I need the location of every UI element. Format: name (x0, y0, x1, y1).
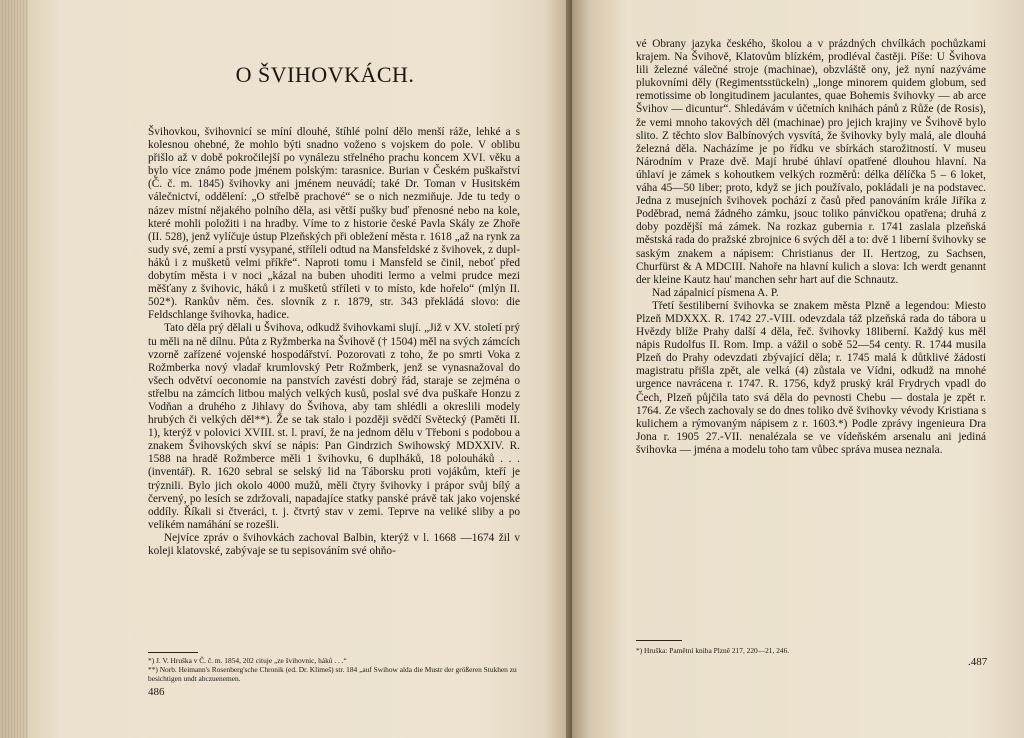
paragraph: vé Obrany jazyka českého, školou a v prázdných chvílkách pochůzkami krajem. Na Švihově, Klatovům blízkém, prodléval častěji. Píše: U Švihova lili železné válečné stroje (machinae), obzvláště ony, jež nyní nazýváme plukovními děly (Regimentsstückeln) „longe minorem quidem globum, sed remotissime ob longitudinem jaculantes, quae Bohemis švihovky — ab arce Švihov — dicuntur“. Shledávám v účetních knihách pánů z Růže (de Rosis), že vemi mnoho takových děl (machinae) pro jejich krajiny ve Švihově bylo slito. Z těchto slov Balbínových vysvítá, že švihovky byly malá, ale dlouhá železná děla. Nacházíme je po řídku ve sbírkách starožitností. V museu Národním v Praze dvě. Mají hrubé úhlaví opatřené dlouhou hlavní. Na úhlaví je zámek s kohoutkem velkých rozměrů: délka dělíčka 5 – 6 loket, váha 45—50 liber; proto, když se jich používalo, pokládali je na podstavec. Jedna z musejních švihovek pochází z časů před panováním krále Jiříka z Poděbrad, nemá žádného zámku, jsouc toliko pánvičkou opatřena; druhá z doby pozdější má zámek. Na rozkaz gubernia r. 1741 zaslala plzeňská městská rada do pražské zbrojnice 6 svých děl a to: dvě 1 liberní švihovky se saským znakem a nápisem: Christianus der II. Hertzog, zu Sachsen, Churfürst & A MDCIII. Nahoře na hlavní kulich a slova: Ich werdt genannt der kleine Kautz hau' manchen sehr hart auf die Schnautz. (636, 38, 986, 286)
page-title: O ŠVIHOVKÁCH. (235, 62, 415, 87)
page-number: .487 (968, 656, 988, 668)
paragraph: Tato děla prý dělali u Švihova, odkudž švihovkami slují. „Již v XV. století prý tu měli na ně dílnu. Půta z Ryžmberka na Švihově († 1504) měl na svých zámcích vzorně zařízené vojenské hospodářství. Pozorovati z toho, že po smrti Voka z Rožmberka nový vladař krumlovský Petr Rožmberk, jenž se vynasnažoval do všech odvětví oeconomie na panstvích zavésti dobrý řád, staraje se zejména o střelbu na zámcích litbou malých velkých kusů, poslal své dva puškaře Honzu z Vodňan a druhého z Jihlavy do Švihova, aby tam shlédli a okreslili modely hrubých či velkých děl**). Že se tak stalo i později svědčí Světecký (Paměti II. 1), kterýž v polovici XVIII. st. l. praví, že na jednom dělu v Třeboni s podobou a znakem Švihovských skví se nápis: Pan Gindrzich Swihowský MDXXIV. R. 1588 na hradě Rožmberce měli 1 švihovku, 6 duplháků, 18 polouháků . . . (inventář). R. 1620 sebral se selský lid na Táborsku proti vojákům, kteří je trýznili. Bylo jich okolo 4000 mužů, měli čtyry švihovky i prápor svůj bílý a červený, po lesích se zdržovali, napadajíce statky panské právě tak jako vojenské oddíly. Říkali si čtveráci, t. j. čtvrtý stav v zemi. Teprve na veliké sliby a po velikém namáhání se rozešli. (148, 322, 520, 531)
footnote: *) J. V. Hruška v Č. č. m. 1854, 202 cituje „ze švihovnic, háků . . .“ (148, 656, 347, 665)
paragraph: Třetí šestiliberní švihovka se znakem města Plzně a legendou: Miesto Plzeň MDXXX. R. 1742 27.-VIII. odevzdala táž plzeňská rada do tábora u Hvězdy blíže Prahy další 4 děla, řeč. švihovky 18liberní. Každý kus měl nápis Rudolfus II. Rom. Imp. a vážil o sobě 52—54 centy. R. 1744 musila Plzeň do Prahy odevzdati zbývající děla; r. 1745 malá k důtklivé žádosti magistratu přišla zpět, ale velká (4) zůstala ve Vídni, odkudž na mnohé urgence navrácena r. 1747. R. 1756, když pruský král Frydrych vpadl do Čech, Plzeň půjčila tato svá děla do pevnosti Chebu — dostala je zpět r. 1764. Ze všech zachovaly se do dnes toliko dvě švihovky vévody Kristiana s kulichem a rýmovaným nápisem z r. 1603.*) Podle zprávy ingenieura Dra Jona r. 1905 27.-VII. nenalézala se ve vídeňském arsenalu ani jediná švihovka — jména a modelu toho tam vůbec správa musea neznala. (636, 299, 986, 456)
footnote: *) Hruška: Pamětní kniha Plzně 217, 220—21, 246. (636, 646, 790, 655)
paragraph: Nejvíce zpráv o švihovkách zachoval Balbin, kterýž v l. 1668 —1674 žil v koleji klatovské, zabývaje se tu sepisováním své ohňo- (148, 531, 520, 557)
footnotes (148, 656, 522, 683)
footnote-rule (636, 640, 682, 641)
paragraph: Nad zápalnicí písmena A. P. (652, 286, 779, 299)
footnote: **) Norb. Heimann's Rosenberg'sche Chronik (ed. Dr. Klimeš) str. 184 „auf Swihow alda die Mustr der größeren Stukhen zu besichtigen undt abczuenemen. (148, 665, 517, 683)
right-text-column (636, 38, 986, 457)
page-number: 486 (148, 686, 165, 698)
right-page (572, 0, 1024, 738)
footnotes (636, 646, 976, 655)
footnote-rule (148, 652, 198, 653)
page-edge (0, 0, 28, 738)
left-text-column (148, 126, 520, 558)
paragraph: Švihovkou, švihovnicí se míní dlouhé, štíhlé polní dělo menší ráže, lehké a s kolesnou ohebné, že mohlo býti snadno voženo s vojskem do pole. V oblibu přišlo až v době pokročilejší po vynálezu střelného prachu koncem XVI. věku a bylo více známo pode jménem polským: tarasnice. Burian v Českém puškařství (Č. č. m. 1845) švihovky ani jménem neuvádí; také Dr. Toman v Husitském válečnictví, oddělení: „O střelbě prachové“ se o nich nezmiňuje. Jde tu tedy o název místní nějakého polního děla, asi větší pušky buď přenosné nebo na kole, které mohli položiti i na hradby. Víme to z historie české Pavla Skály ze Zhoře (II. 528), jenž vylíčuje ústup Plzeňských při obležení města r. 1618 „až na rynk za sudy své, zemí a prstí vysypané, stříleli odtud na Mansfeldské z švihovek, z duplháků i z mušketů velmi příkře“. Naproti tomu i Mansfeld se činil, neboť před dobytím města i v noci „kázal na buben uhoditi lermo a velmi prudce mezi měšťany z švihovic, háků i z mušketů stříleti v to místo, kde hořelo“ (mlýn II. 502*). Rankův něm. čes. slovník z r. 1879, str. 343 překládá slovo: die Feldschlange švihovka, hadice. (148, 126, 520, 322)
